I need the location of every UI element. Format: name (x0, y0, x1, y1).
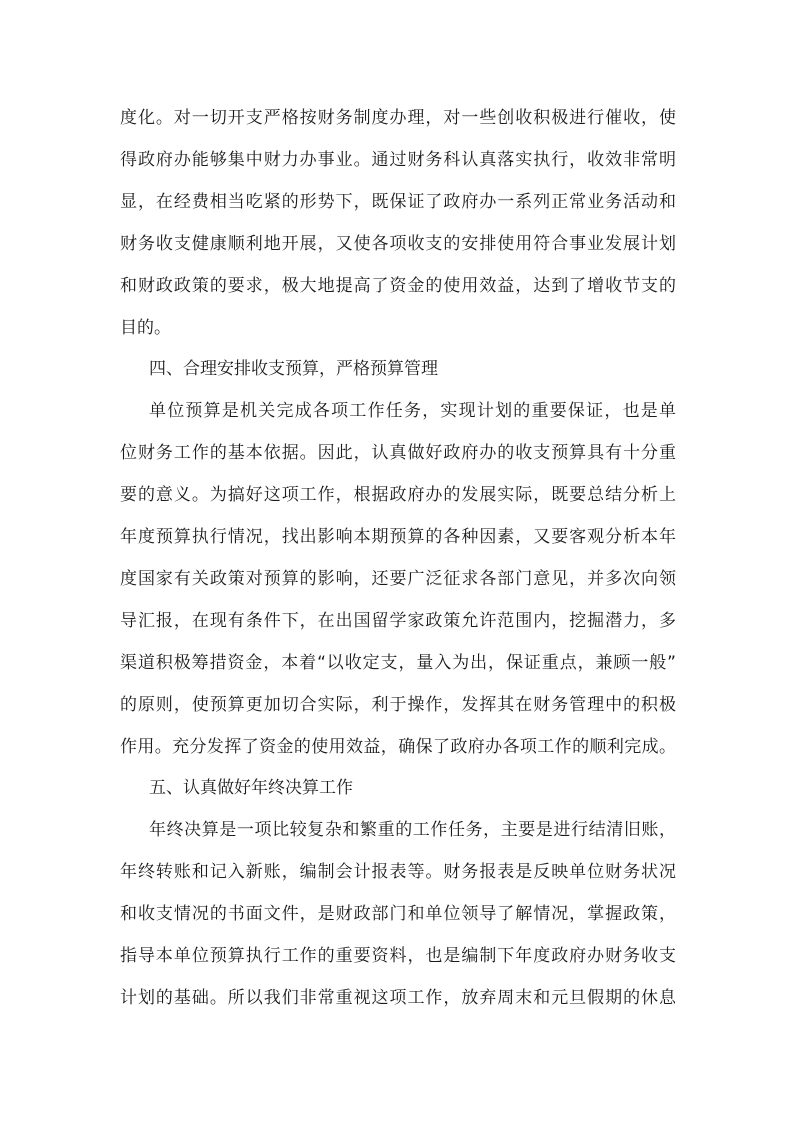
paragraph-line: 度国家有关政策对预算的影响，还要广泛征求各部门意见，并多次向领 (120, 569, 676, 589)
section-heading: 五、认真做好年终决算工作 (149, 778, 353, 798)
paragraph-line: 年度预算执行情况，找出影响本期预算的各种因素，又要客观分析本年 (120, 527, 676, 547)
paragraph-line: 单位预算是机关完成各项工作任务，实现计划的重要保证，也是单 (149, 401, 676, 421)
section-heading: 四、合理安排收支预算，严格预算管理 (149, 359, 438, 379)
paragraph-line: 和收支情况的书面文件，是财政部门和单位领导了解情况，掌握政策， (120, 904, 676, 924)
paragraph-line: 和财政政策的要求，极大地提高了资金的使用效益，达到了增收节支的 (120, 276, 676, 296)
paragraph-line: 渠道积极筹措资金，本着“以收定支，量入为出，保证重点，兼顾一般” (120, 653, 676, 673)
paragraph-line: 要的意义。为搞好这项工作，根据政府办的发展实际，既要总结分析上 (120, 485, 676, 505)
paragraph-line: 作用。充分发挥了资金的使用效益，确保了政府办各项工作的顺利完成。 (120, 737, 676, 757)
paragraph-line: 财务收支健康顺利地开展，又使各项收支的安排使用符合事业发展计划 (120, 234, 676, 254)
paragraph-line: 年终决算是一项比较复杂和繁重的工作任务，主要是进行结清旧账， (149, 820, 676, 840)
paragraph-line: 度化。对一切开支严格按财务制度办理，对一些创收积极进行催收，使 (120, 108, 676, 128)
paragraph-line: 得政府办能够集中财力办事业。通过财务科认真落实执行，收效非常明 (120, 150, 676, 170)
paragraph-line: 计划的基础。所以我们非常重视这项工作，放弃周末和元旦假期的休息 (120, 988, 676, 1008)
paragraph-line: 导汇报，在现有条件下，在出国留学家政策允许范围内，挖掘潜力，多 (120, 611, 676, 631)
paragraph-line: 位财务工作的基本依据。因此，认真做好政府办的收支预算具有十分重 (120, 443, 676, 463)
paragraph-line: 年终转账和记入新账，编制会计报表等。财务报表是反映单位财务状况 (120, 862, 676, 882)
paragraph-line: 的原则，使预算更加切合实际，利于操作，发挥其在财务管理中的积极 (120, 695, 676, 715)
paragraph-line: 目的。 (120, 318, 171, 338)
paragraph-line: 指导本单位预算执行工作的重要资料，也是编制下年度政府办财务收支 (120, 946, 676, 966)
paragraph-line: 显，在经费相当吃紧的形势下，既保证了政府办一系列正常业务活动和 (120, 192, 676, 212)
